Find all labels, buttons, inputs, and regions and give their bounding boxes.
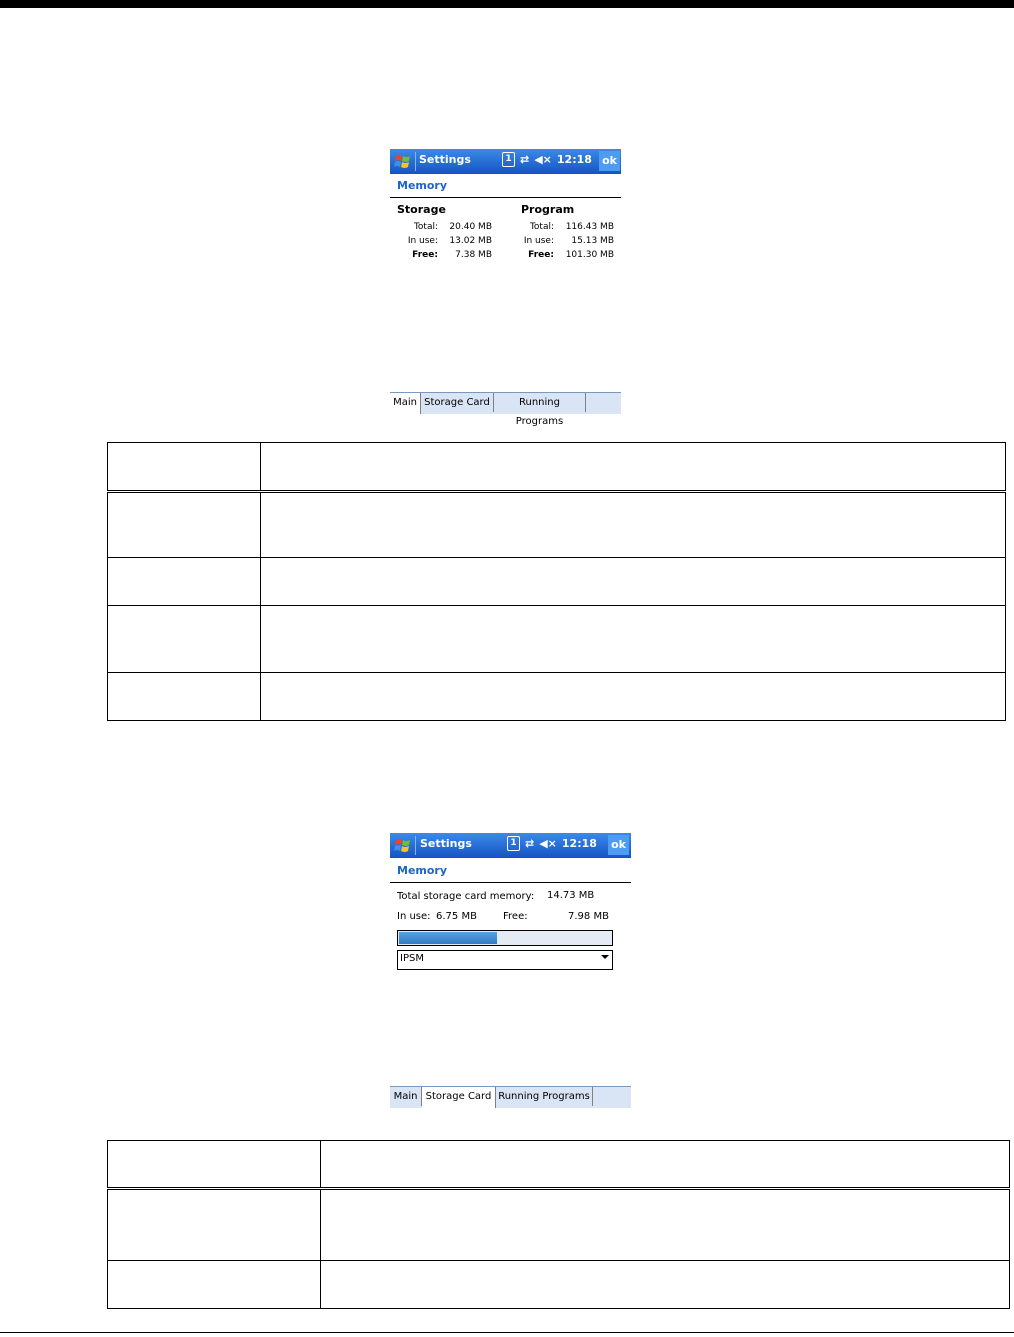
table-cell: [261, 443, 1006, 492]
storage-card-select[interactable]: [397, 950, 613, 970]
row-label: Total:: [529, 222, 554, 232]
table-row: [108, 606, 1006, 673]
free-value: 7.98 MB: [568, 911, 609, 922]
page-footer-rule: [0, 1332, 1014, 1333]
sync-arrows-icon[interactable]: ⇄: [525, 837, 535, 850]
status-area: [502, 152, 592, 167]
connection-icon[interactable]: 1: [502, 152, 515, 167]
usage-progress-bar: [397, 930, 613, 946]
connection-icon[interactable]: 1: [507, 836, 520, 851]
row-value: 20.40 MB: [449, 222, 492, 232]
title-separator: [415, 152, 416, 171]
table-cell: [261, 558, 1006, 606]
heading-divider: [390, 197, 621, 198]
storage-total-row: [398, 222, 492, 232]
storage-free-row: [398, 250, 492, 260]
tab-storage-card[interactable]: Storage Card: [422, 1087, 496, 1108]
sync-arrows-icon[interactable]: ⇄: [520, 153, 530, 166]
program-title: Program: [521, 203, 575, 216]
row-value: 7.38 MB: [455, 250, 492, 260]
free-label: Free:: [503, 911, 528, 922]
table-2: [107, 1140, 1010, 1309]
table-cell: [108, 443, 261, 492]
ok-button[interactable]: ok: [608, 835, 629, 855]
page-heading: Memory: [397, 179, 448, 192]
table-cell: [261, 606, 1006, 673]
tab-running-programs[interactable]: Running Programs: [496, 1087, 593, 1106]
table-cell: [321, 1261, 1010, 1309]
row-value: 13.02 MB: [449, 236, 492, 246]
table-row: [108, 1261, 1010, 1309]
total-card-memory-value: 14.73 MB: [547, 890, 595, 901]
table-cell: [108, 1141, 321, 1189]
title-bar: [390, 833, 631, 858]
table-cell: [261, 673, 1006, 721]
tab-main[interactable]: Main: [390, 393, 421, 414]
memory-storage-card-screen: [390, 833, 631, 973]
table-cell: [108, 492, 261, 558]
tab-strip: [390, 1086, 631, 1108]
row-label: In use:: [523, 236, 554, 246]
table-row: [108, 558, 1006, 606]
page-header-bar: [0, 0, 1014, 8]
tab-running-programs[interactable]: Running Programs: [494, 393, 586, 412]
row-value: 101.30 MB: [565, 250, 614, 260]
table-cell: [108, 1189, 321, 1261]
table-row: [108, 1141, 1010, 1189]
row-label: Free:: [412, 250, 438, 260]
memory-main-screen: [390, 149, 621, 267]
title-separator: [415, 836, 416, 855]
program-total-row: [514, 222, 614, 232]
tab-strip: [390, 392, 621, 427]
title-bar: [390, 149, 621, 174]
tab-main[interactable]: Main: [390, 1087, 422, 1106]
row-value: 116.43 MB: [565, 222, 614, 232]
clock[interactable]: 12:18: [561, 837, 597, 850]
usage-progress-fill: [399, 932, 497, 944]
table-1: [107, 442, 1006, 721]
storage-title: Storage: [397, 203, 446, 216]
row-label: Free:: [528, 250, 554, 260]
heading-divider: [390, 882, 631, 883]
app-title: Settings: [419, 153, 471, 166]
tab-storage-card[interactable]: Storage Card: [421, 393, 494, 412]
table-row: [108, 443, 1006, 492]
windows-flag-icon[interactable]: [393, 151, 414, 172]
table-cell: [108, 1261, 321, 1309]
table-cell: [321, 1189, 1010, 1261]
table-cell: [108, 558, 261, 606]
table-cell: [108, 606, 261, 673]
program-inuse-row: [514, 236, 614, 246]
speaker-muted-icon[interactable]: ◀×: [534, 153, 552, 166]
table-cell: [261, 492, 1006, 558]
row-label: In use:: [407, 236, 438, 246]
chevron-down-icon[interactable]: [601, 955, 609, 959]
ok-button[interactable]: ok: [599, 151, 620, 171]
select-value: IPSM: [400, 953, 424, 964]
table-row: [108, 492, 1006, 558]
windows-flag-icon[interactable]: [393, 835, 414, 856]
app-title: Settings: [420, 837, 472, 850]
speaker-muted-icon[interactable]: ◀×: [539, 837, 557, 850]
page-heading: Memory: [397, 864, 448, 877]
table-row: [108, 673, 1006, 721]
row-label: Total:: [413, 222, 438, 232]
table-row: [108, 1189, 1010, 1261]
table-cell: [321, 1141, 1010, 1189]
storage-inuse-row: [398, 236, 492, 246]
total-card-memory-label: Total storage card memory:: [397, 891, 535, 902]
table-cell: [108, 673, 261, 721]
clock[interactable]: 12:18: [556, 153, 592, 166]
program-free-row: [514, 250, 614, 260]
status-area: [507, 836, 597, 851]
row-value: 15.13 MB: [571, 236, 614, 246]
inuse-value: 6.75 MB: [436, 911, 477, 922]
inuse-label: In use:: [397, 911, 431, 922]
